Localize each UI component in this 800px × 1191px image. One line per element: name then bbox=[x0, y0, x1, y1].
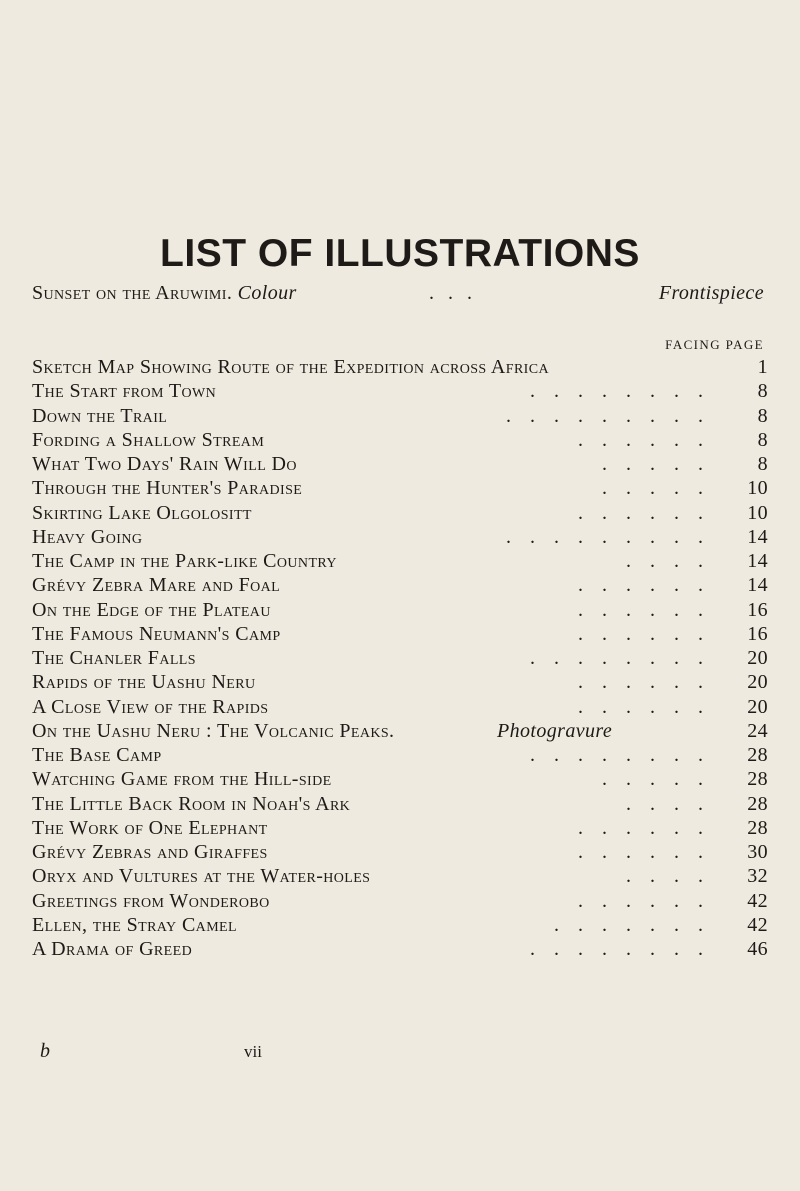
list-item bbox=[32, 864, 768, 888]
leader-dots: ........ bbox=[530, 647, 722, 669]
entry-title: On the Uashu Neru : The Volcanic Peaks. bbox=[32, 719, 395, 742]
page-number: vii bbox=[244, 1042, 262, 1061]
entry-title: Heavy Going bbox=[32, 525, 143, 548]
leader-dots: .... bbox=[626, 792, 722, 815]
entry-title: The Work of One Elephant bbox=[32, 816, 268, 839]
leader-dots: ...... bbox=[578, 598, 722, 621]
list-item bbox=[32, 743, 768, 767]
entry-page-number: 30 bbox=[747, 841, 768, 863]
leader-dots: ......... bbox=[506, 404, 722, 427]
leader-dots: ...... bbox=[578, 574, 722, 597]
entry-page-number: 8 bbox=[757, 428, 768, 451]
list-item bbox=[32, 379, 768, 403]
entry-title: Down the Trail bbox=[32, 404, 168, 427]
entry-page-number: 28 bbox=[747, 792, 768, 815]
entry-page-number: 20 bbox=[747, 695, 768, 718]
list-item bbox=[32, 428, 768, 452]
list-item bbox=[32, 840, 768, 864]
entry-title: Oryx and Vultures at the Water-holes bbox=[32, 865, 371, 888]
entry-page-number: 46 bbox=[747, 938, 768, 960]
entry-page-number: 14 bbox=[747, 550, 768, 572]
leader-dots: .... bbox=[626, 865, 722, 888]
leader-dots: ..... bbox=[602, 768, 722, 791]
list-item bbox=[32, 937, 768, 961]
entry-title: The Camp in the Park-like Country bbox=[32, 550, 337, 572]
leader-dots: ...... bbox=[578, 889, 722, 912]
entry-page-number: 1 bbox=[757, 356, 768, 378]
list-item bbox=[32, 719, 768, 743]
entry-title: Fording a Shallow Stream bbox=[32, 428, 265, 451]
entry-page-number: 24 bbox=[747, 719, 768, 742]
list-item bbox=[32, 355, 768, 379]
entry-page-number: 28 bbox=[747, 768, 768, 791]
entry-title: Grévy Zebras and Giraffes bbox=[32, 841, 268, 863]
entry-page-number: 16 bbox=[747, 622, 768, 645]
entry-title: Watching Game from the Hill-side bbox=[32, 768, 332, 791]
frontispiece-position: Frontispiece bbox=[658, 282, 764, 304]
leader-dots: ...... bbox=[578, 428, 722, 451]
list-item bbox=[32, 476, 768, 500]
entry-title: Grévy Zebra Mare and Foal bbox=[32, 574, 281, 597]
frontispiece-label bbox=[32, 282, 297, 305]
list-item bbox=[32, 816, 768, 840]
list-item bbox=[32, 622, 768, 646]
leader-dots: ........ bbox=[530, 938, 722, 960]
entry-page-number: 14 bbox=[747, 574, 768, 597]
entry-title: What Two Days' Rain Will Do bbox=[32, 453, 297, 475]
list-item bbox=[32, 913, 768, 937]
leader-dots: ..... bbox=[602, 453, 722, 475]
entry-title: On the Edge of the Plateau bbox=[32, 598, 271, 621]
entry-page-number: 16 bbox=[747, 598, 768, 621]
entry-page-number: 42 bbox=[747, 889, 768, 912]
facing-page-header: FACING PAGE bbox=[665, 337, 764, 352]
list-item bbox=[32, 695, 768, 719]
leader-dots: ........ bbox=[530, 380, 722, 403]
leader-dots: ...... bbox=[578, 622, 722, 645]
entry-title: The Little Back Room in Noah's Ark bbox=[32, 792, 351, 815]
entry-page-number: 32 bbox=[747, 865, 768, 888]
entry-page-number: 20 bbox=[747, 647, 768, 669]
list-item bbox=[32, 549, 768, 573]
illustrations-list bbox=[32, 355, 768, 961]
signature-mark: b bbox=[40, 1040, 50, 1062]
entry-title: Skirting Lake Olgolositt bbox=[32, 501, 252, 524]
list-item bbox=[32, 501, 768, 525]
leader-dots: ........ bbox=[530, 744, 722, 766]
entry-page-number: 28 bbox=[747, 744, 768, 766]
entry-title: The Start from Town bbox=[32, 380, 217, 403]
entry-title: A Drama of Greed bbox=[32, 938, 193, 960]
list-item bbox=[32, 525, 768, 549]
list-item bbox=[32, 792, 768, 816]
list-item bbox=[32, 573, 768, 597]
entry-note: Photogravure bbox=[497, 719, 613, 742]
entry-page-number: 14 bbox=[747, 525, 768, 548]
entry-title: The Famous Neumann's Camp bbox=[32, 622, 281, 645]
entry-title: A Close View of the Rapids bbox=[32, 695, 269, 718]
leader-dots: ...... bbox=[578, 501, 722, 524]
list-item bbox=[32, 889, 768, 913]
frontispiece-entry bbox=[32, 282, 764, 312]
frontispiece-note: Colour bbox=[237, 282, 297, 304]
list-item bbox=[32, 404, 768, 428]
list-item bbox=[32, 646, 768, 670]
frontispiece-leader-dots: ... bbox=[429, 282, 486, 304]
entry-page-number: 8 bbox=[757, 380, 768, 403]
entry-page-number: 42 bbox=[747, 913, 768, 936]
entry-title: The Base Camp bbox=[32, 744, 162, 766]
entry-title: Rapids of the Uashu Neru bbox=[32, 671, 256, 694]
leader-dots: ...... bbox=[578, 841, 722, 863]
list-item bbox=[32, 767, 768, 791]
entry-page-number: 8 bbox=[757, 404, 768, 427]
entry-title: Greetings from Wonderobo bbox=[32, 889, 270, 912]
entry-title: Ellen, the Stray Camel bbox=[32, 913, 237, 936]
page-title: LIST OF ILLUSTRATIONS bbox=[160, 232, 640, 275]
leader-dots: ......... bbox=[506, 525, 722, 548]
frontispiece-title: Sunset on the Aruwimi. bbox=[32, 282, 233, 304]
entry-title: Sketch Map Showing Route of the Expedition across Africa bbox=[32, 356, 549, 378]
leader-dots: ....... bbox=[554, 913, 722, 936]
list-item bbox=[32, 598, 768, 622]
leader-dots: .... bbox=[626, 550, 722, 572]
entry-page-number: 10 bbox=[747, 477, 768, 500]
leader-dots: ..... bbox=[602, 477, 722, 500]
list-item bbox=[32, 670, 768, 694]
entry-page-number: 10 bbox=[747, 501, 768, 524]
entry-title: Through the Hunter's Paradise bbox=[32, 477, 303, 500]
list-item bbox=[32, 452, 768, 476]
leader-dots: ...... bbox=[578, 671, 722, 694]
entry-title: The Chanler Falls bbox=[32, 647, 196, 669]
leader-dots: ...... bbox=[578, 695, 722, 718]
entry-page-number: 28 bbox=[747, 816, 768, 839]
leader-dots: ...... bbox=[578, 816, 722, 839]
entry-page-number: 8 bbox=[757, 453, 768, 475]
entry-page-number: 20 bbox=[747, 671, 768, 694]
